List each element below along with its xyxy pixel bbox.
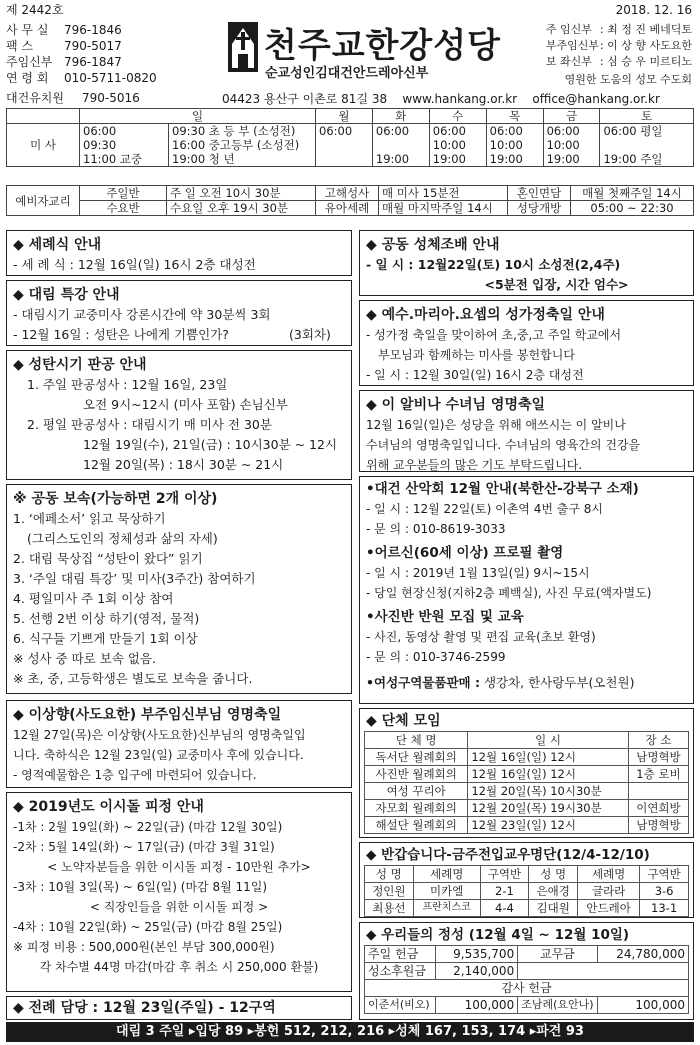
- day-sun: 일: [80, 109, 316, 124]
- welcome-title: ◆ 반갑습니다-금주전입교우명단(12/4-12/10): [366, 847, 650, 863]
- issue-number: 제 2442호: [6, 3, 64, 17]
- sale-line: •여성구역물품판매 : 생강차, 한사랑두부(오천원): [366, 675, 635, 690]
- meetings-header: 단 체 명: [365, 732, 468, 749]
- offering-notice: [359, 922, 694, 1020]
- thursday-times: 06:00 10:00 19:00: [486, 124, 543, 167]
- sched-cell: 성당개방: [508, 201, 571, 216]
- website-link[interactable]: www.hankang.or.kr: [402, 92, 518, 106]
- sched-cell: 고해성사: [316, 186, 379, 201]
- sister-feast-line: 위해 교우분들의 많은 기도 부탁드립니다.: [366, 458, 583, 472]
- sister-feast-line: 12월 16일(일)은 성당을 위해 애쓰시는 이 알비나: [366, 418, 626, 432]
- penance-line: 4. 평일미사 주 1회 이상 참여: [13, 591, 174, 606]
- sched-cell: 수요일 오후 19시 30분: [167, 201, 316, 216]
- elder-photo-line: - 당일 현장신청(지하2층 폐백실), 사진 무료(액자별도): [366, 586, 652, 600]
- church-subtitle: 순교성인김대건안드레아신부: [265, 66, 429, 81]
- confession-title: ◆ 성탄시기 판공 안내: [13, 357, 147, 373]
- elder-photo-title: •어르신(60세 이상) 프로필 촬영: [366, 545, 564, 561]
- penance-line: (그리스도인의 정체성과 삶의 자세): [27, 531, 218, 546]
- day-fri: 금: [543, 109, 600, 124]
- penance-notice: [6, 484, 352, 694]
- confession-notice: [6, 350, 352, 480]
- table-row: 여성 꾸리아 12월 20일(목) 10시30분: [365, 783, 689, 800]
- hiking-title: •대건 산악회 12월 안내(북한산-강북구 소재): [366, 481, 639, 497]
- meetings-header: 장 소: [628, 732, 688, 749]
- catechism-label: 예비자교리: [7, 186, 80, 216]
- meetings-title: ◆ 단체 모임: [366, 713, 441, 729]
- sched-cell: 주 일 오전 10시 30분: [167, 186, 316, 201]
- sched-cell: 혼인면담: [508, 186, 571, 201]
- photo-club-title: •사진반 반원 모집 및 교육: [366, 609, 524, 625]
- sunday-youth-times: 09:30 초 등 부 (소성전) 16:00 중고등부 (소성전) 19:00 청 년: [169, 124, 316, 167]
- penance-title: ※ 공동 보속(가능하면 2개 이상): [13, 491, 218, 507]
- sched-cell: 매월 첫째주일 14시: [571, 186, 694, 201]
- table-row: 최용선 프란치스코 4-4 김대원 안드레아 13-1: [365, 900, 689, 917]
- feast-line: 니다. 축하식은 12월 23일(일) 교중미사 후에 있습니다.: [13, 748, 304, 762]
- confession-line: 1. 주일 판공성사 : 12월 16일, 23일: [27, 377, 228, 392]
- holy-family-notice: [359, 300, 694, 386]
- penance-line: 5. 선행 2번 이상 하기(영적, 물적): [13, 611, 200, 626]
- liturgy-duty-notice: [6, 996, 352, 1020]
- adoration-line: - 일 시 : 12월22일(토) 10시 소성전(2,4주): [366, 257, 621, 272]
- retreat-line: -1차 : 2월 19일(화) ~ 22일(금) (마감 12월 30일): [13, 820, 283, 834]
- sched-cell: 유아세례: [316, 201, 379, 216]
- sched-cell: 주일반: [80, 186, 167, 201]
- retreat-title: ◆ 2019년도 이시돌 피정 안내: [13, 799, 204, 815]
- advent-title: ◆ 대림 특강 안내: [13, 287, 120, 303]
- welcome-notice: [359, 842, 694, 918]
- confession-line: 2. 평일 판공성사 : 대림시기 매 미사 전 30분: [27, 417, 272, 432]
- contact-pastor: 주임신부 796-1847: [6, 55, 122, 69]
- retreat-line: -4차 : 10월 22일(화) ~ 25일(금) (마감 8월 25일): [13, 920, 283, 934]
- retreat-line: ※ 피정 비용 : 500,000원(본인 부담 300,000원): [13, 940, 275, 954]
- sister-feast-notice: [359, 390, 694, 472]
- day-thu: 목: [486, 109, 543, 124]
- sched-cell: 매월 마지막주일 14시: [379, 201, 508, 216]
- friday-times: 06:00 10:00 19:00: [543, 124, 600, 167]
- meetings-header: 일 시: [468, 732, 629, 749]
- holy-family-line: - 성가정 축일을 맞이하여 초,중,고 주일 학교에서: [366, 328, 622, 342]
- email-link[interactable]: office@hankang.or.kr: [532, 92, 660, 106]
- baptism-title: ◆ 세례식 안내: [13, 237, 102, 253]
- feast-title: ◆ 이상향(사도요한) 부주임신부님 영명축일: [13, 707, 282, 723]
- sister-feast-line: 수녀님의 영명축일입니다. 수녀님의 영육간의 건강을: [366, 438, 641, 452]
- meetings-notice: [359, 708, 694, 838]
- groups-notice: [359, 476, 694, 704]
- holy-family-line: 부모님과 함께하는 미사를 봉헌합니다: [378, 348, 575, 362]
- tuesday-times: 06:00 19:00: [372, 124, 429, 167]
- feast-line: - 영적예물함은 1층 입구에 마련되어 있습니다.: [13, 768, 257, 782]
- retreat-notice: [6, 792, 352, 992]
- table-row: 이준서(비오) 100,000 조남례(요안나) 100,000: [365, 997, 689, 1014]
- curate-name: 보 좌신부 : 심 승 우 미르티노: [545, 55, 692, 68]
- penance-line: 1. ‘에페소서’ 읽고 묵상하기: [13, 511, 166, 526]
- table-row: 주일 헌금 9,535,700 교무금 24,780,000: [365, 946, 689, 963]
- sunday-times: 06:00 09:30 11:00 교중: [80, 124, 169, 167]
- penance-line: ※ 성사 중 따로 보속 없음.: [13, 651, 156, 666]
- religious-order: 영원한 도움의 성모 수도회: [564, 73, 692, 86]
- retreat-line: < 노약자분들을 위한 이시돌 피정 - 10만원 추가>: [47, 860, 311, 874]
- retreat-line: -3차 : 10월 3일(목) ~ 6일(일) (마감 8월 11일): [13, 880, 268, 894]
- sister-feast-title: ◆ 이 알비나 수녀님 영명축일: [366, 397, 546, 413]
- penance-line: ※ 초, 중, 고등학생은 별도로 보속을 줍니다.: [13, 671, 253, 686]
- photo-club-line: - 사진, 동영상 촬영 및 편집 교육(초보 환영): [366, 630, 596, 644]
- advent-lecture-notice: [6, 280, 352, 346]
- elder-photo-line: - 일 시 : 2019년 1월 13일(일) 9시~15시: [366, 566, 590, 580]
- monday-times: 06:00: [316, 124, 373, 167]
- retreat-line: 각 차수별 44명 마감(마감 후 취소 시 250,000 환불): [39, 960, 319, 974]
- holy-family-line: - 일 시 : 12월 30일(일) 16시 2층 대성전: [366, 368, 584, 382]
- offering-title: ◆ 우리들의 정성 (12월 4일 ~ 12월 10일): [366, 927, 630, 943]
- contact-office: 사 무 실 796-1846: [6, 23, 122, 37]
- baptism-line: - 세 례 식 : 12월 16일(일) 16시 2층 대성전: [13, 257, 256, 272]
- table-row: 독서단 월례회의 12월 16일(일) 12시 남명혁방: [365, 749, 689, 766]
- assistant-pastor-name: 부주임신부: 이 상 향 사도요한: [545, 39, 692, 52]
- adoration-title: ◆ 공동 성체조배 안내: [366, 237, 500, 253]
- table-row: 자모회 월례회의 12월 20일(목) 19시30분 이연희방: [365, 800, 689, 817]
- advent-line: - 12월 16일 : 성탄은 나에게 기쁨인가? (3회차): [13, 327, 331, 342]
- penance-line: 6. 식구들 기쁘게 만들기 1회 이상: [13, 631, 198, 646]
- church-logo-icon: [228, 22, 258, 72]
- sacrament-table: [6, 185, 694, 216]
- confession-line: 오전 9시~12시 (미사 포함) 손님신부: [83, 397, 288, 412]
- day-mon: 월: [316, 109, 373, 124]
- mass-schedule-table: [6, 108, 694, 167]
- contact-association: 연 령 회 010-5711-0820: [6, 71, 157, 85]
- hymn-footer: 대림 3 주일 ▸입당 89 ▸봉헌 512, 212, 216 ▸성체 167, 153, 174 ▸파견 93: [6, 1022, 694, 1042]
- penance-line: 3. ‘주일 대림 특강’ 및 미사(3주간) 참여하기: [13, 571, 256, 586]
- contact-fax: 팩 스 790-5017: [6, 39, 122, 53]
- sched-cell: 수요반: [80, 201, 167, 216]
- sched-cell: 매 미사 15분전: [379, 186, 508, 201]
- day-wed: 수: [429, 109, 486, 124]
- holy-family-title: ◆ 예수.마리아.요셉의 성가정축일 안내: [366, 307, 605, 323]
- saturday-times: 06:00 평일 19:00 주일: [600, 124, 694, 167]
- advent-line: - 대림시기 교중미사 강론시간에 약 30분씩 3회: [13, 307, 271, 322]
- day-tue: 화: [372, 109, 429, 124]
- welcome-table: 성 명 세례명 구역반 성 명 세례명 구역반 정인원 미카엘 2-1 은애경 글라라 3-6 최용선 프란치스코 4-4 김대원 안드레아 13-1: [364, 865, 689, 917]
- feast-notice: [6, 700, 352, 788]
- retreat-line: -2차 : 5월 14일(화) ~ 17일(금) (마감 3월 31일): [13, 840, 275, 854]
- contact-kindergarten: 대건유치원 790-5016: [6, 91, 140, 105]
- baptism-notice: [6, 230, 352, 276]
- wednesday-times: 06:00 10:00 19:00: [429, 124, 486, 167]
- table-row: 해설단 월례회의 12월 23일(일) 12시 남명혁방: [365, 817, 689, 834]
- hiking-line: - 문 의 : 010-8619-3033: [366, 522, 506, 536]
- hiking-line: - 일 시 : 12월 22일(토) 이촌역 4번 출구 8시: [366, 502, 603, 516]
- day-sat: 토: [600, 109, 694, 124]
- table-row: 성소후원금 2,140,000: [365, 963, 689, 980]
- feast-line: 12월 27일(목)은 이상향(사도요한)신부님의 영명축일입: [13, 728, 306, 742]
- offering-table: [364, 945, 689, 1014]
- penance-line: 2. 대림 묵상집 “성탄이 왔다” 읽기: [13, 551, 203, 566]
- sched-cell: 05:00 ~ 22:30: [571, 201, 694, 216]
- pastor-name: 주 임신부 : 최 정 진 베네딕토: [545, 23, 692, 36]
- church-address: 04423 용산구 이촌로 81길 38 www.hankang.or.kr office@hankang.or.kr: [222, 92, 660, 106]
- adoration-line: <5분전 입장, 시간 엄수>: [484, 277, 629, 292]
- retreat-line: < 직장인들을 위한 이시돌 피정 >: [89, 900, 269, 914]
- table-row: 사진반 월례회의 12월 16일(일) 12시 1층 로비: [365, 766, 689, 783]
- meetings-table: [364, 731, 689, 834]
- confession-line: 12월 20일(목) : 18시 30분 ~ 21시: [83, 457, 284, 472]
- table-row: 정인원 미카엘 2-1 은애경 글라라 3-6: [365, 883, 689, 900]
- issue-date: 2018. 12. 16: [615, 3, 692, 17]
- photo-club-line: - 문 의 : 010-3746-2599: [366, 650, 506, 664]
- adoration-notice: [359, 230, 694, 296]
- mass-label: 미 사: [7, 124, 80, 167]
- church-title: 천주교한강성당: [264, 26, 501, 66]
- thanks-offering-label: 감사 헌금: [365, 980, 689, 997]
- duty-title: ◆ 전례 담당 : 12월 23일(주일) - 12구역: [13, 1000, 276, 1016]
- confession-line: 12월 19일(수), 21일(금) : 10시30분 ~ 12시: [83, 437, 338, 452]
